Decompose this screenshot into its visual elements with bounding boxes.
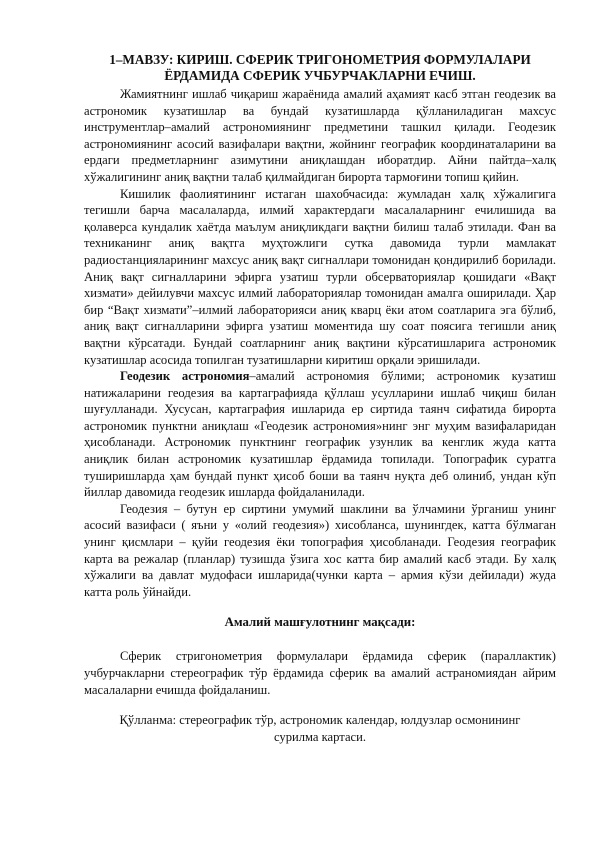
goal-heading: Амалий машғулотнинг мақсади: [224,615,416,630]
goal-text: Сферик стригонометрия формулалари ёрдамида сферик (параллактик) учбурчакларни стереографик тўр ёрдамида сферик ва амалий астраномиядан айрим масалаларни ечишда фойдаланиш. [84,649,556,697]
materials-note [84,712,556,745]
document-page [84,52,556,745]
geodesy-paragraph: Геодезия – бутун ер сиртини умумий шаклини ва ўлчамини ўрганиш унинг асосий вазифаси ( яъни у «олий геодезия») хисобланса, шунингдек, катта бўлмаган унинг қисмлари – қуйи геодезия ёки топография ҳисобланади. Геодезия географик карта ва режалар (планлар) тузишда ўзига хос катта бир амалий касб этади. Бу халқ хўжалиги ва давлат мудофаси ишларида(чунки карта – армия кўзи дейилади) жуда катта роль ўйнайди. [84,501,556,599]
time-service-paragraph: Кишилик фаолиятининг истаган шахобчасида: жумладан халқ хўжалигига тегишли барча масалаларда, илмий характердаги масалаларнинг ечилишида ва қолаверса кундалик хаётда маълум аниқликдаги вақтни билиш талаб этилади. Фан ва техниканинг аниқ вақтга муҳтожлиги сутка давомида турли мамлакат радиостанцияларининг махсус аниқ вақт сигналлари томонидан қондирилиб борилади. Аниқ вақт сигналларини эфирга узатиш турли обсерваториялар қошидаги «Вақт хизмати» дейилувчи махсус илмий лабораториялар томонидан амалга оширилади. Ҳар бир “Вақт хизмати”–илмий лабораторияси аниқ кварц ёки атом соатларига эга бўлиб, аниқ вақт сигналларини эфирга узатиш моментида шу соат поясига тегишли аниқ вақтни кўрсатади. Бундай соатларнинг аниқ вақтини кўрсатишларига астрономик кузатишлар асосида топилган тузатишларни киритиш орқали эришилади. [84,186,556,367]
materials-line-1: Қўлланма: стереографик тўр, астрономик календар, юлдузлар осмонининг [119,713,521,728]
materials-line-2: сурилма картаси. [273,729,367,744]
intro-paragraph: Жамиятнинг ишлаб чиқариш жараёнида амалий аҳамият касб этган геодезик ва астрономик кузатишлар ва бундай кузатишларда қўлланиладиган махсус инструментлар–амалий астрономиянинг предметини ташкил қилади. Геодезик астрономиянинг асосий вазифалари вақтни, жойнинг географик координаталарини ва ердаги предметларнинг азимутини аниқлашдан иборатдир. Айни пайтда–халқ хўжалигининг аниқ вақтни талаб қилмайдиган бирорта тармоғини топиш қийин. [84,87,556,184]
geodetic-astronomy-text: –амалий астрономия бўлими; астрономик кузатиш натижаларини геодезия ва картаграфияда қўллаш усулларини ишлаб чиқиш билан шуғулланади. Хусусан, картаграфия ишларида ер сиртида таянч сифатида бирорта астрономик пунктни аниқлаш «Геодезик астрономия»нинг энг муҳим вазифаларидан ҳисобланади. Астрономик пунктнинг географик узунлик ва кенглик жуда катта аниқлик билан астрономик кузатишлар ёрдамида топилади. Топографик суратга туширишларда ҳам бундай пункт ҳисоб боши ва таянч нуқта деб олиниб, ундан кўп йиллар давомида геодезик ишларда фойдаланилади. [84,369,556,500]
geodetic-astronomy-term: Геодезик астрономия [120,369,250,384]
geodetic-astronomy-paragraph [84,368,556,501]
document-title: 1–МАВЗУ: КИРИШ. СФЕРИК ТРИГОНОМЕТРИЯ ФОРМУЛАЛАРИ ЁРДАМИДА СФЕРИК УЧБУРЧАКЛАРНИ ЕЧИШ. [109,52,531,83]
